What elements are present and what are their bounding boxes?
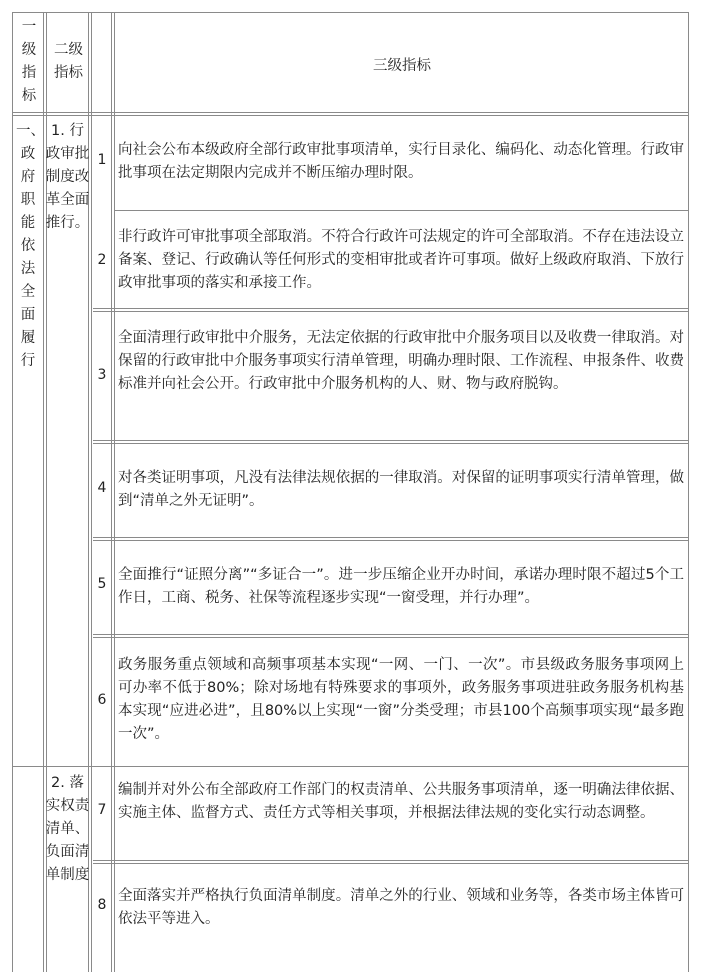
row-number: 1	[97, 152, 107, 168]
table-border-right	[688, 12, 689, 972]
header-level1: 一级指标	[21, 19, 37, 104]
row-divider	[93, 634, 689, 638]
table-border-left	[12, 12, 13, 972]
row-divider	[93, 440, 689, 444]
header-level2: 二级指标	[54, 42, 83, 81]
table-border-top	[12, 12, 689, 13]
indicator-text: 全面推行“证照分离”“多证合一”。进一步压缩企业开办时间，承诺办理时限不超过5个工作日，工商、税务、社保等流程逐步实现“一窗受理，并行办理”。	[118, 567, 684, 606]
row-number: 8	[97, 897, 107, 913]
section-divider	[12, 766, 689, 767]
indicator-text: 全面清理行政审批中介服务，无法定依据的行政审批中介服务项目以及收费一律取消。对保留的行政审批中介服务事项实行清单管理，明确办理时限、工作流程、申报条件、收费标准并向社会公开。行政审批中介服务机构的人、财、物与政府脱钩。	[118, 330, 684, 392]
row-number: 4	[97, 480, 107, 496]
indicator-text: 非行政许可审批事项全部取消。不符合行政许可法规定的许可全部取消。不存在违法设立备案、登记、行政确认等任何形式的变相审批或者许可事项。做好上级政府取消、下放行政审批事项的落实和承接工作。	[118, 229, 684, 291]
level2-label-group1: 1. 行政审批制度改革全面推行。	[45, 123, 90, 231]
indicator-text: 全面落实并严格执行负面清单制度。清单之外的行业、领域和业务等，各类市场主体皆可依法平等进入。	[118, 888, 684, 927]
indicator-text: 向社会公布本级政府全部行政审批事项清单，实行目录化、编码化、动态化管理。行政审批事项在法定期限内完成并不断压缩办理时限。	[118, 142, 684, 181]
indicator-text: 对各类证明事项，凡没有法律法规依据的一律取消。对保留的证明事项实行清单管理，做到“清单之外无证明”。	[118, 470, 684, 509]
row-number: 3	[97, 367, 107, 383]
indicator-text: 政务服务重点领域和高频事项基本实现“一网、一门、一次”。市县级政务服务事项网上可办率不低于80%；除对场地有特殊要求的事项外，政务服务事项进驻政务服务机构基本实现“应进必进”，且80%以上实现“一窗”分类受理；市县100个高频事项实现“最多跑一次”。	[118, 657, 684, 742]
row-divider	[93, 308, 689, 312]
row-divider	[93, 860, 689, 864]
header-level3: 三级指标	[373, 58, 431, 74]
level2-label-group2: 2. 落实权责清单、负面清单制度	[45, 775, 90, 883]
row-number: 2	[97, 252, 107, 268]
row-number: 6	[97, 692, 107, 708]
row-divider	[93, 537, 689, 541]
row-number: 7	[97, 802, 107, 818]
header-divider	[12, 112, 689, 116]
indicator-text: 编制并对外公布全部政府工作部门的权责清单、公共服务事项清单，逐一明确法律依据、实施主体、监督方式、责任方式等相关事项，并根据法律法规的变化实行动态调整。	[118, 782, 684, 821]
row-divider	[115, 210, 689, 211]
row-number: 5	[97, 576, 107, 592]
indicator-table	[12, 12, 689, 972]
level1-label: 一、政府职能依法全面履行	[16, 123, 45, 369]
